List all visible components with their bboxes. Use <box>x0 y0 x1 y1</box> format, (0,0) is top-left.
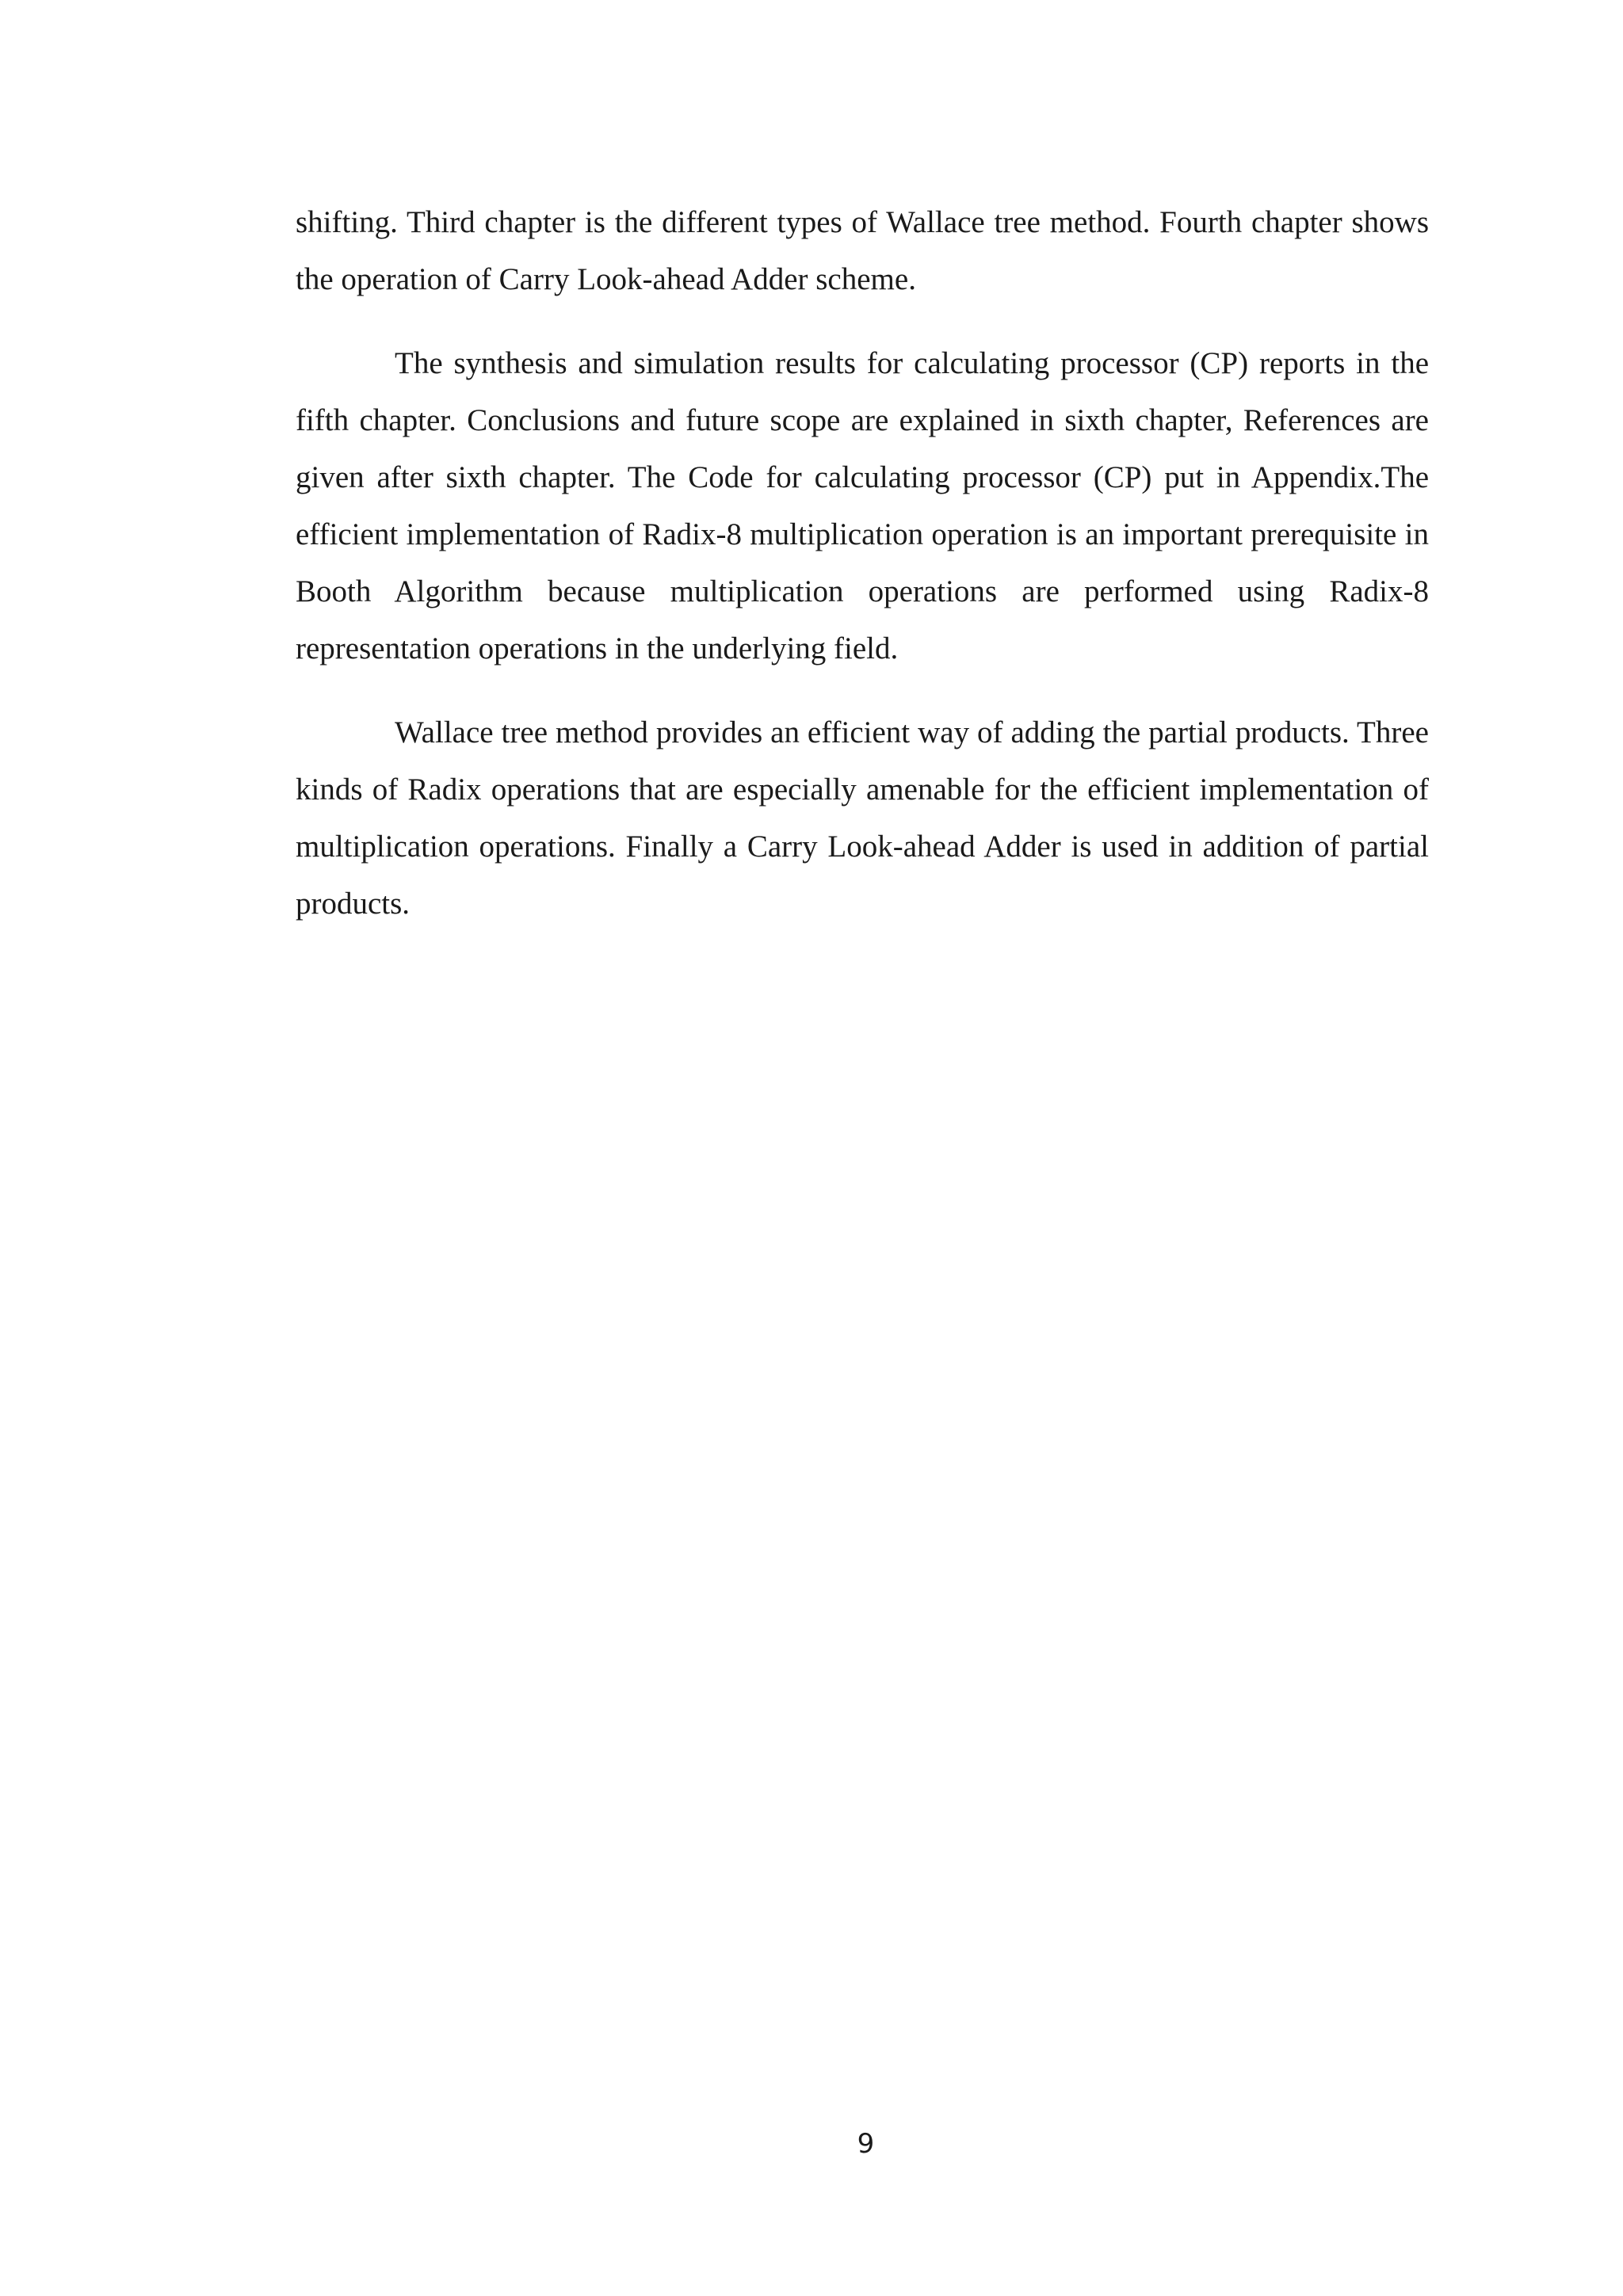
body-text <box>296 194 1429 933</box>
page-number: 9 <box>857 2128 875 2160</box>
paragraph-2: The synthesis and simulation results for calculating processor (CP) reports in the fifth chapter. Conclusions and future scope are explained in sixth chapter, References are given after sixth chapter. The Code for calculating processor (CP) put in Appendix.The efficient implementation of Radix-8 multiplication operation is an important prerequisite in Booth Algorithm because multiplication operations are performed using Radix-8 representation operations in the underlying field. <box>296 346 1429 666</box>
paragraph-3: Wallace tree method provides an efficient way of adding the partial products. Three kinds of Radix operations that are especially amenable for the efficient implementation of multiplication operations. Finally a Carry Look-ahead Adder is used in addition of partial products. <box>296 715 1429 921</box>
paragraph-1: shifting. Third chapter is the different types of Wallace tree method. Fourth chapter shows the operation of Carry Look-ahead Adder scheme. <box>296 205 1429 296</box>
